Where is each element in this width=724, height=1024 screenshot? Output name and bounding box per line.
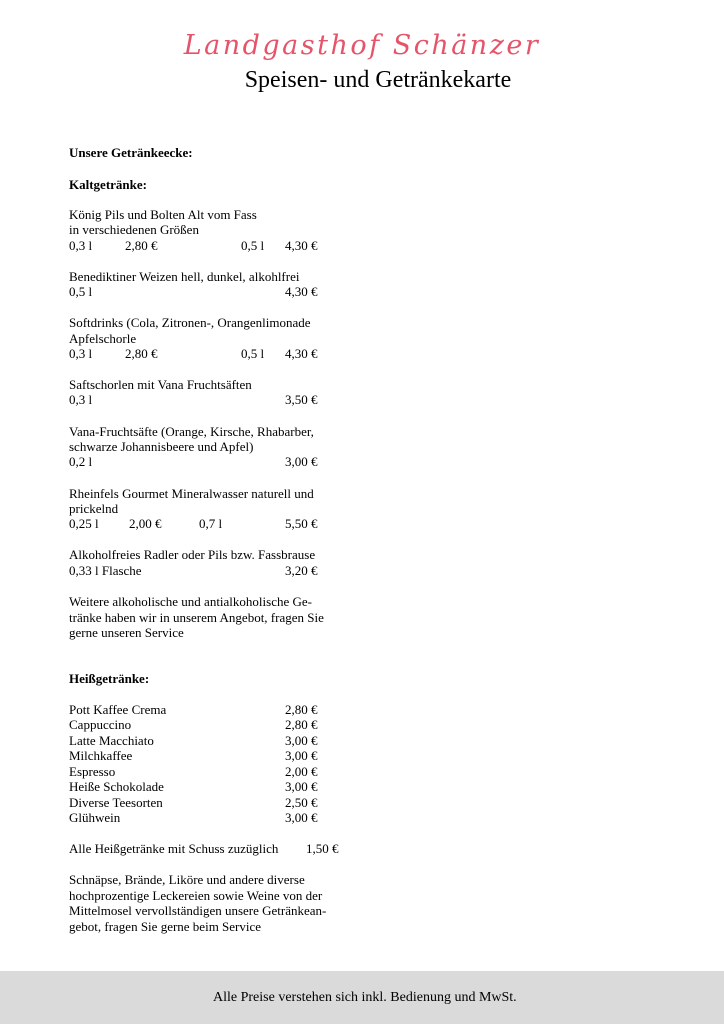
size-label: 0,25 l (69, 516, 99, 531)
hot-item-price: 2,50 € (285, 795, 318, 810)
size-label: 0,5 l (241, 238, 265, 253)
hot-item-price: 3,00 € (285, 779, 318, 794)
price-label: 4,30 € (285, 346, 318, 361)
closing-note: Mittelmosel vervollständigen unsere Getränkean- (69, 903, 327, 918)
price-label: 3,20 € (285, 563, 318, 578)
shot-price: 1,50 € (306, 841, 339, 856)
section-title: Unsere Getränkeecke: (69, 145, 193, 160)
price-label: 4,30 € (285, 238, 318, 253)
menu-item-name: Alkoholfreies Radler oder Pils bzw. Fassbrause (69, 547, 316, 562)
price-label: 5,50 € (285, 516, 318, 531)
cold-drinks-note: gerne unseren Service (69, 625, 184, 640)
size-label: 0,2 l (69, 454, 93, 469)
menu-item-name: Apfelschorle (69, 331, 137, 346)
cold-drinks-note: tränke haben wir in unserem Angebot, fragen Sie (69, 610, 324, 625)
menu-item-name: schwarze Johannisbeere und Apfel) (69, 439, 254, 454)
closing-note: gebot, fragen Sie gerne beim Service (69, 919, 262, 934)
closing-note: Schnäpse, Brände, Liköre und andere diverse (69, 872, 305, 887)
menu-item-name: König Pils und Bolten Alt vom Fass (69, 207, 257, 222)
size-label: 0,3 l (69, 238, 93, 253)
hot-item-name: Glühwein (69, 810, 121, 825)
menu-item-name: prickelnd (69, 501, 119, 516)
cold-drinks-note: Weitere alkoholische und antialkoholische Ge- (69, 594, 312, 609)
size-label: 0,3 l (69, 392, 93, 407)
hot-item-price: 2,80 € (285, 717, 318, 732)
size-label: 0,33 l Flasche (69, 563, 142, 578)
restaurant-title: Landgasthof Schänzer (183, 30, 541, 61)
price-label: 2,80 € (125, 346, 158, 361)
hot-item-name: Heiße Schokolade (69, 779, 164, 794)
price-label: 3,00 € (285, 454, 318, 469)
hot-item-price: 3,00 € (285, 748, 318, 763)
hot-item-price: 2,80 € (285, 702, 318, 717)
menu-item-name: in verschiedenen Größen (69, 222, 199, 237)
price-label: 4,30 € (285, 284, 318, 299)
hot-item-price: 3,00 € (285, 810, 318, 825)
hot-item-name: Espresso (69, 764, 116, 779)
menu-subtitle: Speisen- und Getränkekarte (244, 67, 512, 93)
menu-item-name: Saftschorlen mit Vana Fruchtsäften (69, 377, 252, 392)
hot-item-price: 2,00 € (285, 764, 318, 779)
hot-item-name: Latte Macchiato (69, 733, 154, 748)
size-label: 0,5 l (241, 346, 265, 361)
hot-item-name: Milchkaffee (69, 748, 133, 763)
menu-item-name: Vana-Fruchtsäfte (Orange, Kirsche, Rhabarber, (69, 424, 314, 439)
size-label: 0,7 l (199, 516, 223, 531)
menu-item-name: Rheinfels Gourmet Mineralwasser naturell und (69, 486, 314, 501)
closing-note: hochprozentige Leckereien sowie Weine von der (69, 888, 323, 903)
footer-price-note: Alle Preise verstehen sich inkl. Bedienung und MwSt. (213, 990, 517, 1005)
cold-drinks-heading: Kaltgetränke: (69, 177, 147, 192)
hot-item-name: Cappuccino (69, 717, 132, 732)
menu-item-name: Benediktiner Weizen hell, dunkel, alkohlfrei (69, 269, 300, 284)
menu-item-name: Softdrinks (Cola, Zitronen-, Orangenlimonade (69, 315, 311, 330)
hot-item-name: Diverse Teesorten (69, 795, 163, 810)
size-label: 0,5 l (69, 284, 93, 299)
hot-item-price: 3,00 € (285, 733, 318, 748)
shot-note: Alle Heißgetränke mit Schuss zuzüglich (69, 841, 279, 856)
price-label: 2,00 € (129, 516, 162, 531)
size-label: 0,3 l (69, 346, 93, 361)
hot-drinks-heading: Heißgetränke: (69, 671, 150, 686)
price-label: 3,50 € (285, 392, 318, 407)
hot-item-name: Pott Kaffee Crema (69, 702, 167, 717)
price-label: 2,80 € (125, 238, 158, 253)
